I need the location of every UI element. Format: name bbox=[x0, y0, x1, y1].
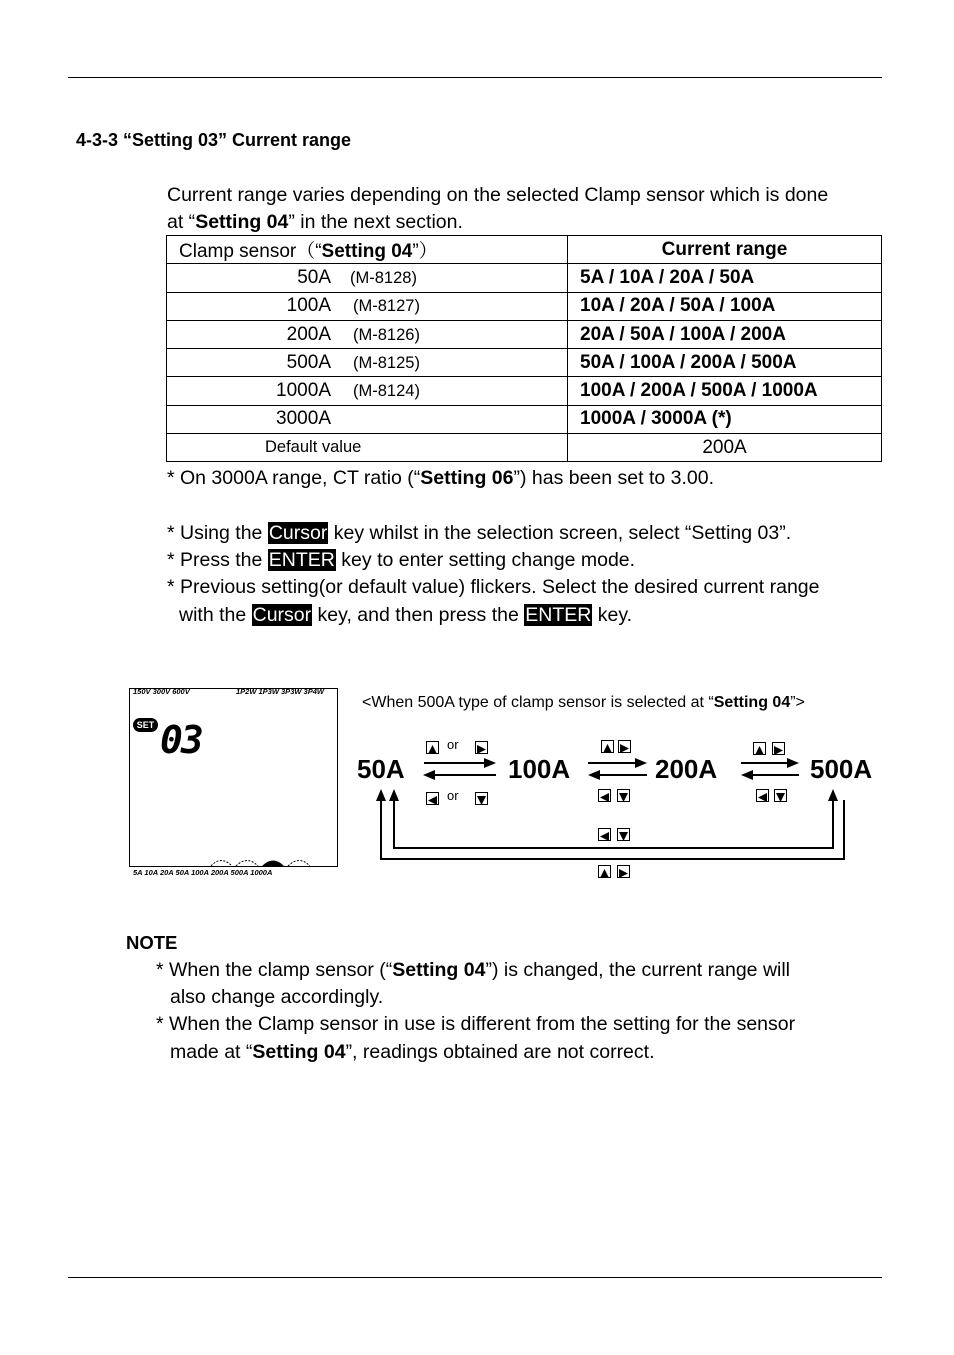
lcd-set-badge: SET bbox=[133, 718, 158, 732]
header-current-range: Current range bbox=[568, 236, 882, 264]
default-value: 200A bbox=[568, 434, 882, 462]
model-cell: (M-8128) bbox=[350, 268, 417, 287]
instruction-1: * Using the Cursor key whilst in the selection screen, select “Setting 03”. bbox=[167, 522, 792, 544]
range-500a: 500A bbox=[810, 754, 873, 784]
range-cell: 50A / 100A / 200A / 500A bbox=[568, 349, 882, 377]
lcd-setting-number: 03 bbox=[160, 718, 202, 762]
header-clamp-sensor: Clamp sensor（“Setting 04”） bbox=[167, 236, 568, 264]
intro-line-1: Current range varies depending on the selected Clamp sensor which is done bbox=[167, 184, 829, 206]
note-title: NOTE bbox=[126, 932, 178, 953]
section-heading: 4-3-3 “Setting 03” Current range bbox=[76, 130, 352, 150]
right-key-icon bbox=[617, 865, 630, 878]
note-1: * When the clamp sensor (“Setting 04”) is changed, the current range will bbox=[156, 959, 791, 981]
note-2-cont: made at “Setting 04”, readings obtained are not correct. bbox=[170, 1041, 655, 1063]
down-key-icon bbox=[475, 792, 488, 805]
model-cell: (M-8127) bbox=[353, 297, 420, 316]
lcd-voltage-labels: 150V 300V 600V bbox=[133, 687, 190, 696]
range-cell: 5A / 10A / 20A / 50A bbox=[568, 264, 882, 292]
instruction-2: * Press the ENTER key to enter setting change mode. bbox=[167, 549, 636, 571]
range-cell: 1000A / 3000A (*) bbox=[568, 405, 882, 433]
right-key-icon bbox=[618, 740, 631, 753]
note-1-cont: also change accordingly. bbox=[170, 986, 384, 1008]
sensor-cell: 100A bbox=[286, 295, 331, 317]
cursor-key-label: Cursor bbox=[252, 604, 312, 626]
sensor-cell: 500A bbox=[286, 351, 331, 373]
left-key-icon bbox=[598, 789, 611, 802]
left-key-icon bbox=[756, 789, 769, 802]
range-200a: 200A bbox=[655, 754, 718, 784]
down-key-icon bbox=[774, 789, 787, 802]
right-key-icon bbox=[772, 742, 785, 755]
up-key-icon bbox=[753, 742, 766, 755]
up-key-icon bbox=[426, 741, 439, 754]
model-cell: (M-8125) bbox=[353, 353, 420, 372]
range-cell: 20A / 50A / 100A / 200A bbox=[568, 320, 882, 348]
default-value-label: Default value bbox=[167, 434, 568, 462]
right-key-icon bbox=[475, 741, 488, 754]
sensor-cell: 1000A bbox=[276, 380, 331, 402]
model-cell: (M-8126) bbox=[353, 325, 420, 344]
note-2: * When the Clamp sensor in use is different from the setting for the sensor bbox=[156, 1013, 796, 1035]
left-key-icon bbox=[598, 828, 611, 841]
up-key-icon bbox=[598, 865, 611, 878]
instruction-3: * Previous setting(or default value) flickers. Select the desired current range bbox=[167, 576, 820, 598]
lcd-range-labels: 5A 10A 20A 50A 100A 200A 500A 1000A bbox=[133, 868, 273, 877]
or-label-up: or bbox=[447, 737, 459, 752]
range-100a: 100A bbox=[508, 754, 571, 784]
up-key-icon bbox=[601, 740, 614, 753]
enter-key-label: ENTER bbox=[525, 604, 592, 626]
left-key-icon bbox=[426, 792, 439, 805]
sensor-cell: 200A bbox=[286, 323, 331, 345]
diagram-caption: <When 500A type of clamp sensor is selected at “Setting 04”> bbox=[362, 694, 805, 711]
footer-rule bbox=[68, 1277, 882, 1278]
down-key-icon bbox=[617, 789, 630, 802]
model-cell: (M-8124) bbox=[353, 382, 420, 401]
down-key-icon bbox=[617, 828, 630, 841]
footnote-ct-ratio: * On 3000A range, CT ratio (“Setting 06”) has been set to 3.00. bbox=[167, 467, 715, 489]
range-cell: 10A / 20A / 50A / 100A bbox=[568, 292, 882, 320]
range-cell: 100A / 200A / 500A / 1000A bbox=[568, 377, 882, 405]
range-50a: 50A bbox=[357, 754, 405, 784]
intro-line-2: at “Setting 04” in the next section. bbox=[167, 211, 463, 233]
cursor-key-label: Cursor bbox=[268, 522, 328, 544]
or-label-down: or bbox=[447, 788, 459, 803]
instruction-3-cont: with the Cursor key, and then press the ENTER key. bbox=[179, 604, 633, 626]
sensor-cell: 3000A bbox=[276, 408, 331, 430]
sensor-cell: 50A bbox=[297, 266, 331, 288]
lcd-wiring-labels: 1P2W 1P3W 3P3W 3P4W bbox=[236, 687, 324, 696]
enter-key-label: ENTER bbox=[268, 549, 335, 571]
